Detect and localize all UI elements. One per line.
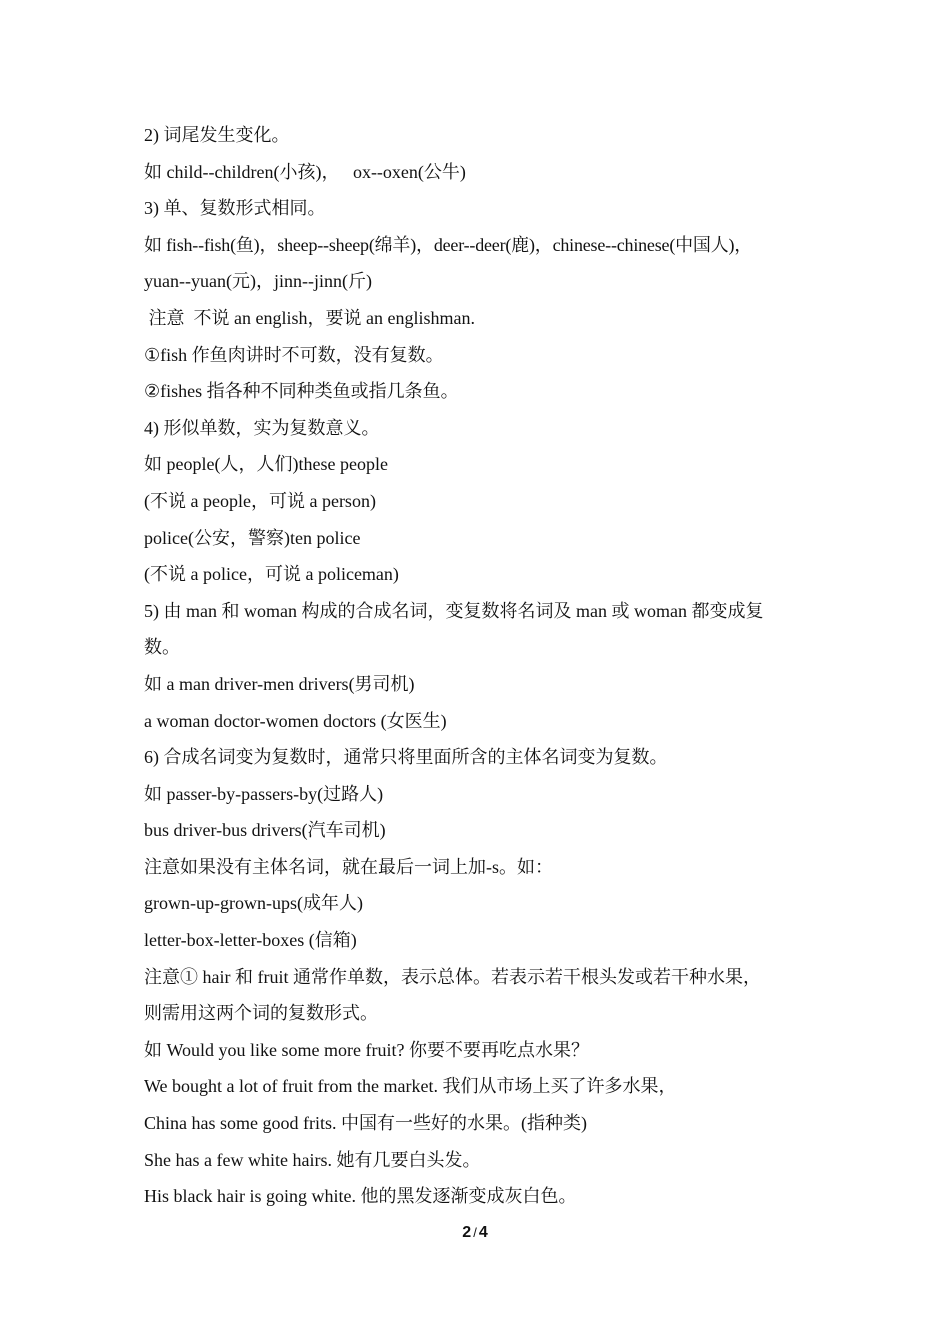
text-line: 3) 单、复数形式相同。 [144,198,326,219]
text-line: We bought a lot of fruit from the market. 我们从市场上买了许多水果， [144,1076,677,1097]
total-page-count: 4 [478,1224,488,1241]
current-page-number: 2 [462,1224,472,1241]
text-line: 4) 形似单数，实为复数意义。 [144,417,380,438]
text-line: 6) 合成名词变为复数时，通常只将里面所含的主体名词变为复数。 [144,747,668,768]
text-line: ①fish 作鱼肉讲时不可数，没有复数。 [144,344,444,365]
text-line: His black hair is going white. 他的黑发逐渐变成灰白色。 [144,1186,577,1207]
text-line: 如 fish--fish(鱼)，sheep--sheep(绵羊)，deer--deer(鹿)，chinese--chinese(中国人)， [144,234,753,255]
page-number [0,1224,950,1242]
text-line: China has some good frits. 中国有一些好的水果。(指种类) [144,1113,587,1134]
text-line: 注意 不说 an english，要说 an englishman. [144,307,475,328]
text-line: 则需用这两个词的复数形式。 [144,1003,378,1024]
text-line: 2) 词尾发生变化。 [144,125,290,145]
text-line: police(公安，警察)ten police [144,527,361,548]
text-line: a woman doctor-women doctors (女医生) [144,710,447,731]
text-line: 注意如果没有主体名词，就在最后一词上加-s。如： [144,856,553,877]
page-number-separator: / [473,1225,477,1240]
text-line: 数。 [144,637,180,658]
page-body [144,117,824,1215]
text-line: She has a few white hairs. 她有几要白头发。 [144,1149,481,1170]
text-line: 如 child--children(小孩)， ox--oxen(公牛) [144,161,466,182]
text-line: (不说 a people，可说 a person) [144,490,376,511]
text-line: grown-up-grown-ups(成年人) [144,893,363,914]
text-line: yuan--yuan(元)，jinn--jinn(斤) [144,271,372,292]
text-line: ②fishes 指各种不同种类鱼或指几条鱼。 [144,381,459,402]
text-line: 如 passer-by-passers-by(过路人) [144,783,384,804]
text-line: 如 Would you like some more fruit? 你要不要再吃点水果？ [144,1039,589,1060]
text-line: bus driver-bus drivers(汽车司机) [144,820,386,841]
text-line: 如 a man driver-men drivers(男司机) [144,673,415,694]
text-line: 5) 由 man 和 woman 构成的合成名词，变复数将名词及 man 或 woman 都变成复 [144,600,764,621]
text-line: 注意① hair 和 fruit 通常作单数，表示总体。若表示若干根头发或若干种水果， [144,966,761,987]
text-line: letter-box-letter-boxes (信箱) [144,930,357,951]
text-line: 如 people(人，人们)these people [144,454,388,475]
text-line: (不说 a police，可说 a policeman) [144,564,399,585]
